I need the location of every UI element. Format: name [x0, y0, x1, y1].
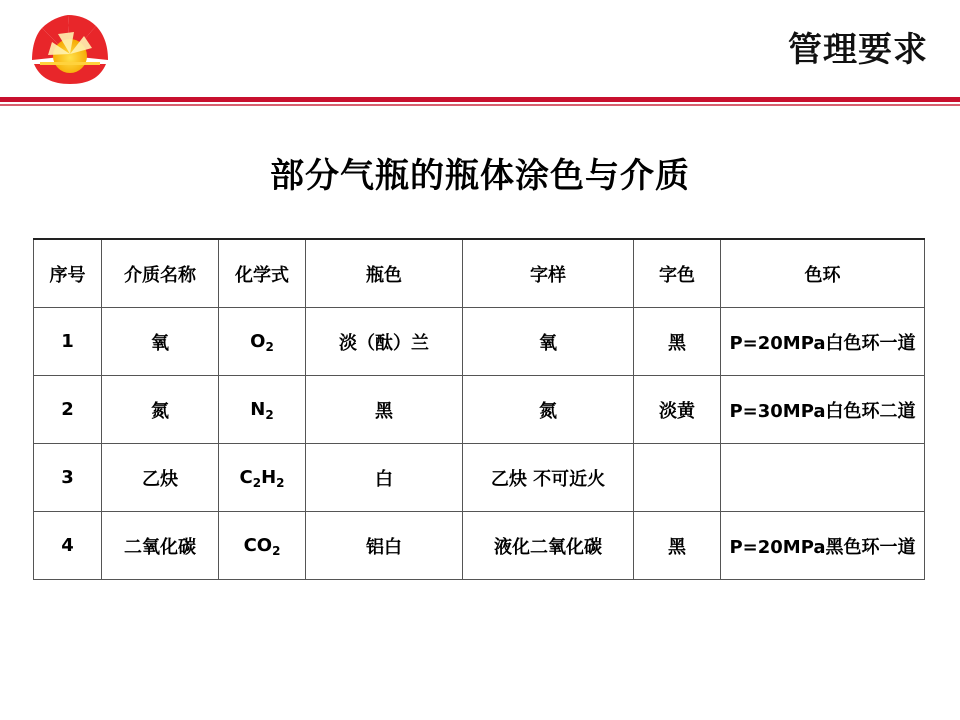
cell-medium: 乙炔 [102, 444, 219, 512]
table-row [34, 376, 925, 444]
cell-lettering: 液化二氧化碳 [463, 512, 634, 580]
cell-medium: 氧 [102, 308, 219, 376]
column-header: 瓶色 [306, 239, 463, 308]
cell-ring: P=30MPa白色环二道 [721, 376, 925, 444]
petrochina-logo-icon [30, 12, 110, 84]
cell-lettering: 氮 [463, 376, 634, 444]
cell-medium: 氮 [102, 376, 219, 444]
formula-subscript: 2 [265, 340, 274, 354]
cell-formula: $C_2H_2$ [219, 444, 306, 512]
header-divider-thick [0, 97, 960, 102]
gas-cylinder-table [33, 238, 925, 580]
cell-lettering: 乙炔 不可近火 [463, 444, 634, 512]
formula-subscript: 2 [265, 408, 274, 422]
column-header: 介质名称 [102, 239, 219, 308]
cell-ring [721, 444, 925, 512]
table-row [34, 512, 925, 580]
slide-title: 部分气瓶的瓶体涂色与介质 [270, 156, 690, 196]
header-divider-thin [0, 104, 960, 106]
cell-index: 4 [34, 512, 102, 580]
cell-formula: $N_2$ [219, 376, 306, 444]
column-header: 字色 [634, 239, 721, 308]
cell-lettering: 氧 [463, 308, 634, 376]
formula-subscript: 2 [276, 476, 285, 490]
formula-subscript: 2 [272, 544, 281, 558]
formula-subscript: 2 [252, 476, 262, 490]
cell-letter-color [634, 444, 721, 512]
cell-formula: $O_2$ [219, 308, 306, 376]
table-row [34, 444, 925, 512]
cell-ring: P=20MPa白色环一道 [721, 308, 925, 376]
cell-formula: $CO_2$ [219, 512, 306, 580]
header-title: 管理要求 [788, 30, 928, 70]
column-header: 序号 [34, 239, 102, 308]
cell-bottle-color: 淡（酞）兰 [306, 308, 463, 376]
table-header-row [34, 239, 925, 308]
cell-medium: 二氧化碳 [102, 512, 219, 580]
cell-letter-color: 黑 [634, 512, 721, 580]
column-header: 色环 [721, 239, 925, 308]
cell-letter-color: 黑 [634, 308, 721, 376]
column-header: 字样 [463, 239, 634, 308]
cell-index: 3 [34, 444, 102, 512]
column-header: 化学式 [219, 239, 306, 308]
cell-ring: P=20MPa黑色环一道 [721, 512, 925, 580]
cell-bottle-color: 白 [306, 444, 463, 512]
table-row [34, 308, 925, 376]
cell-index: 2 [34, 376, 102, 444]
cell-bottle-color: 黑 [306, 376, 463, 444]
cell-index: 1 [34, 308, 102, 376]
cell-letter-color: 淡黄 [634, 376, 721, 444]
cell-bottle-color: 铝白 [306, 512, 463, 580]
